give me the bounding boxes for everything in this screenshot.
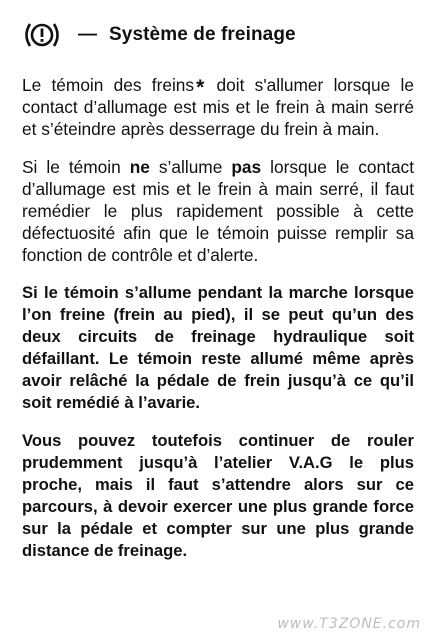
p2-text-2: s’allume [149,157,232,177]
header-dash: — [78,24,97,45]
brake-star-symbol: * [196,76,205,99]
watermark: www.T3ZONE.com [277,616,421,632]
manual-page [22,18,414,578]
brake-warning-icon [22,20,62,50]
section-header [22,18,414,52]
p2-bold-ne: ne [129,157,150,177]
p1-text-before: Le témoin des freins [22,75,195,95]
paragraph-1 [22,74,414,140]
p1-text-after: doit s'allumer lorsque le contact d’allumage est mis et le frein à main serré et s’éteindre après desserrage du frein à main. [22,75,414,139]
section-title: Système de freinage [109,24,296,45]
paragraph-3: Si le témoin s’allume pendant la marche lorsque l’on freine (frein au pied), il se peut qu’un des deux circuits de freinage hydraulique soit défaillant. Le témoin reste allumé même après avoir relâché la pédale de frein jusqu’à ce qu’il soit remédié à l’avarie. [22,283,414,412]
p2-text-1: Si le témoin [22,157,130,177]
paragraph-4: Vous pouvez toutefois continuer de rouler prudemment jusqu’à l’atelier V.A.G le plus proche, mais il faut s’attendre alors sur ce parcours, à devoir exercer une plus grande force sur la pédale et compter sur une plus grande distance de freinage. [22,431,414,560]
paragraph-2 [22,156,414,266]
p2-text-3: lorsque le contact d’allumage est mis et le frein à main serré, il faut remédier le plus rapidement possible à cette défectuosité afin que le témoin puisse remplir sa fonction de contrôle et d’alerte. [22,157,414,265]
p2-bold-pas: pas [231,157,262,177]
